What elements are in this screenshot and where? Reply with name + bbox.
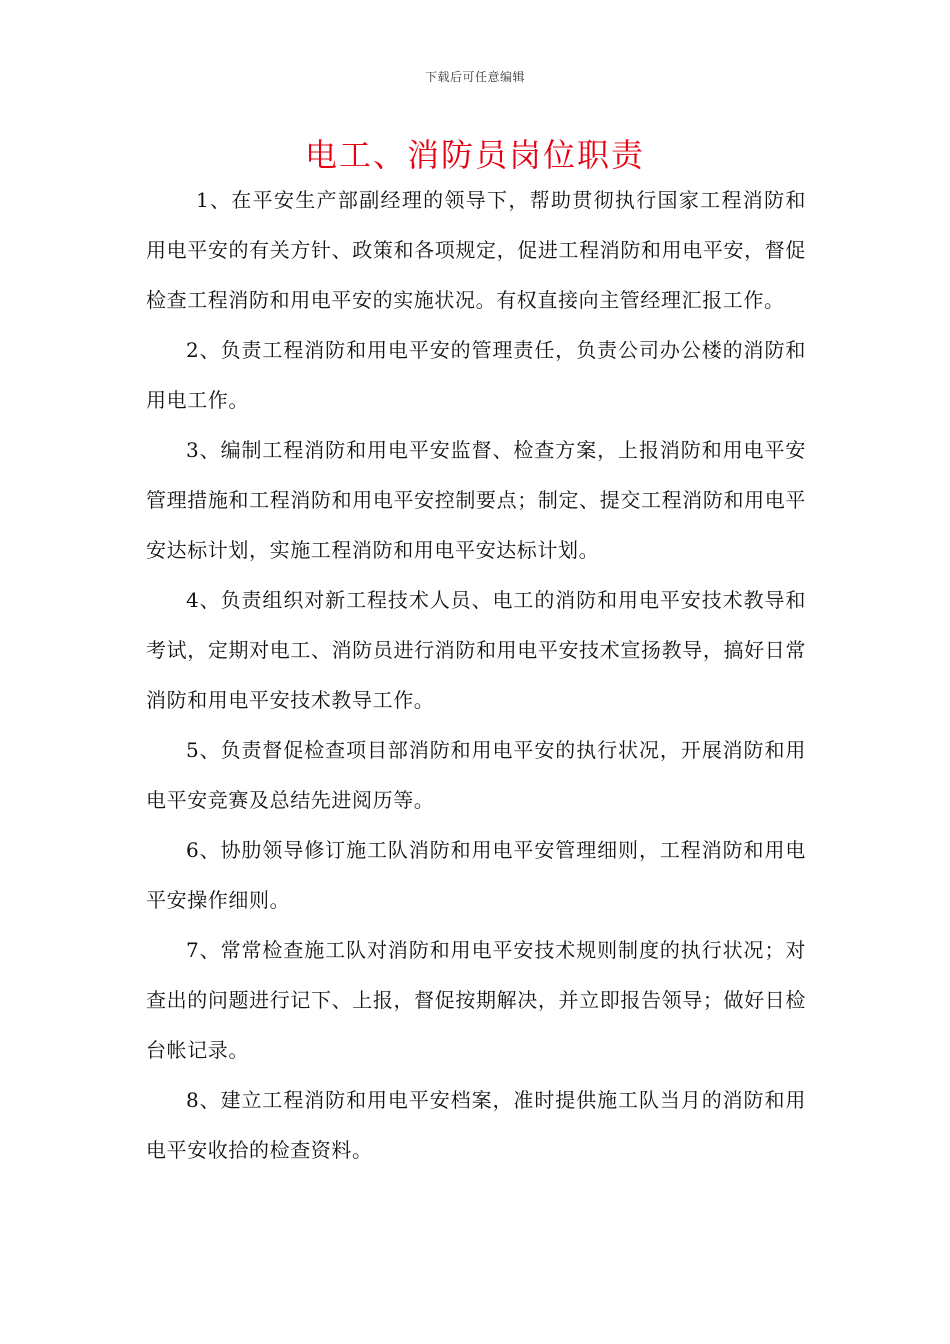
header-note: 下载后可任意编辑: [424, 70, 525, 84]
duty-paragraph-1: 1、在平安生产部副经理的领导下，帮助贯彻执行国家工程消防和用电平安的有关方针、政策和各项规定，促进工程消防和用电平安，督促检查工程消防和用电平安的实施状况。有权直接向主管经理汇报工作。: [146, 188, 806, 312]
duty-paragraph-2: 2、负责工程消防和用电平安的管理责任，负责公司办公楼的消防和用电工作。: [146, 338, 806, 412]
duty-paragraph-6: 6、协肋领导修订施工队消防和用电平安管理细则，工程消防和用电平安操作细则。: [146, 838, 806, 912]
document-title: 电工、消防员岗位职责: [304, 136, 645, 174]
duty-paragraph-8: 8、建立工程消防和用电平安档案，准时提供施工队当月的消防和用电平安收拾的检查资料。: [146, 1088, 806, 1162]
duty-paragraph-7: 7、常常检查施工队对消防和用电平安技术规则制度的执行状况；对查出的问题进行记下、上报，督促按期解决，并立即报告领导；做好日检台帐记录。: [146, 938, 806, 1062]
document-body: [146, 175, 806, 1175]
duty-paragraph-3: 3、编制工程消防和用电平安监督、检查方案，上报消防和用电平安管理措施和工程消防和用电平安控制要点；制定、提交工程消防和用电平安达标计划，实施工程消防和用电平安达标计划。: [146, 438, 806, 562]
duty-paragraph-5: 5、负责督促检查项目部消防和用电平安的执行状况，开展消防和用电平安竞赛及总结先进阅历等。: [146, 738, 806, 812]
duty-paragraph-4: 4、负责组织对新工程技术人员、电工的消防和用电平安技术教导和考试，定期对电工、消防员进行消防和用电平安技术宣扬教导，搞好日常消防和用电平安技术教导工作。: [146, 588, 806, 712]
